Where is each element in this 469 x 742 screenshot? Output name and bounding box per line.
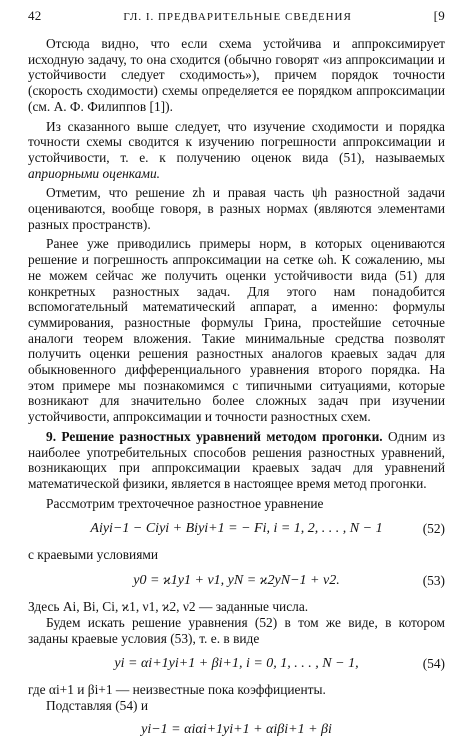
section-intro-text: Одним из наиболее употребительных способов решения разностных уравнений, возникающих при аппроксимации краевых задач для уравнений математической физики, является в настоящее время метод прогонки.: [28, 428, 446, 491]
equation-54-number: (54): [422, 656, 445, 672]
section-heading: 9. Решение разностных уравнений методом прогонки.: [46, 428, 383, 444]
paragraph-seek-solution: Будем искать решение уравнения (52) в том же виде, в котором заданы краевые условия (53), т. е. в виде: [28, 614, 445, 646]
equation-52-body: Aiyi−1 − Ciyi + Biyi+1 = − Fi, i = 1, 2, . . . , N − 1: [90, 521, 383, 537]
a-priori-term: априорными оценками.: [28, 165, 160, 181]
paragraph-unknown-coefficients: где αi+1 и βi+1 — неизвестные пока коэффициенты.: [28, 682, 326, 698]
equation-53: [28, 567, 445, 595]
equation-substitution: [28, 718, 445, 742]
page-number: 42: [28, 8, 42, 23]
paragraph-three-point: Рассмотрим трехточечное разностное уравнение: [46, 495, 324, 511]
equation-53-number: (53): [422, 573, 445, 589]
paragraph-norms-note: Отметим, что решение zh и правая часть ψh разностной задачи оцениваются, вообще говоря, в разных нормах (являются элементами разных пространств).: [28, 185, 445, 232]
equation-52-number: (52): [422, 521, 445, 537]
running-title: ГЛ. I. ПРЕДВАРИТЕЛЬНЫЕ СВЕДЕНИЯ: [123, 11, 352, 23]
equation-52: [28, 515, 445, 543]
section-mark: [9: [433, 8, 445, 23]
running-header: [28, 8, 445, 24]
paragraph-a-priori: [28, 119, 445, 182]
paragraph-given-numbers: Здесь Ai, Bi, Ci, ϰ1, ν1, ϰ2, ν2 — заданные числа.: [28, 599, 309, 615]
paragraph-boundary-conditions: с краевыми условиями: [28, 547, 158, 563]
paragraph-norm-examples: Ранее уже приводились примеры норм, в которых оцениваются решение и погрешность аппроксимации на сетке ωh. К сожалению, мы не можем сейчас же получить оценки устойчивости вида (51) для конкретных разностных задач. Для этого нам понадобится вспомогательный математический аппарат, а именно: формулы суммирования, разностные формулы Грина, простейшие сеточные аналоги теорем вложения. Такие минимальные средства позволят получить оценки решения разностных аналогов краевых задач для обыкновенного дифференциального уравнения второго порядка. На этом примере мы познакомимся с типичными ситуациями, которые возникают для значительно более сложных задач при изучении устойчивости, аппроксимации и точности разностных схем.: [28, 236, 445, 425]
paragraph-a-priori-text: Из сказанного выше следует, что изучение сходимости и порядка точности схемы сводится к изучению погрешности аппроксимации и устойчивости, т. е. к получению оценок вида (51), называемых: [28, 118, 445, 165]
equation-substitution-body: yi−1 = αiαi+1yi+1 + αiβi+1 + βi: [141, 721, 332, 737]
paragraph-sweep-method: [28, 429, 445, 492]
equation-54-body: yi = αi+1yi+1 + βi+1, i = 0, 1, . . . , N − 1,: [114, 656, 359, 672]
paragraph-convergence: Отсюда видно, что если схема устойчива и аппроксимирует исходную задачу, то она сходится (обычно говорят «из аппроксимации и устойчивости следует сходимость»), причем порядок точности (скорость сходимости) схемы определяется ее порядком аппроксимации (см. А. Ф. Филиппов [1]).: [28, 36, 445, 114]
paragraph-substituting: Подставляя (54) и: [46, 697, 149, 713]
equation-54: [28, 650, 445, 678]
equation-53-body: y0 = ϰ1y1 + ν1, yN = ϰ2yN−1 + ν2.: [133, 573, 340, 589]
